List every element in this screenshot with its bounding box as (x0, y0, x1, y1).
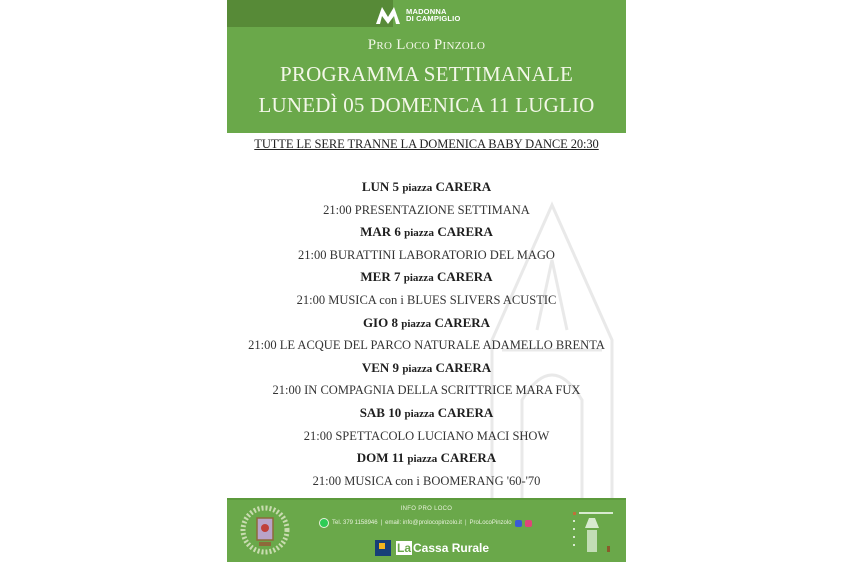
baby-dance-notice: TUTTE LE SERE TRANNE LA DOMENICA BABY DANCE 20:30 (254, 137, 599, 151)
logo-line2: DI CAMPIGLIO (406, 14, 461, 23)
event-poster (227, 0, 626, 562)
program-title: PROGRAMMA SETTIMANALE (280, 62, 573, 86)
header-dark-band (227, 0, 393, 27)
organization-name: Pro Loco Pinzolo (367, 37, 486, 53)
event-description: 21:00 LE ACQUE DEL PARCO NATURALE ADAMELLO BRENTA (248, 338, 605, 353)
facebook-icon[interactable] (515, 520, 522, 527)
instagram-icon[interactable] (525, 520, 532, 527)
footer-divider (227, 498, 626, 500)
bank-name: La Cassa Rurale (397, 541, 490, 555)
madonna-di-campiglio-m-logo-icon (375, 5, 401, 25)
separator: | (380, 520, 383, 526)
poster-footer (227, 498, 626, 562)
event-day-header: SAB 10 piazza CARERA (359, 404, 494, 420)
whatsapp-icon (319, 518, 329, 528)
contact-info (319, 518, 532, 528)
event-day-header: VEN 9 piazza CARERA (361, 359, 492, 375)
poster-header (227, 0, 626, 133)
event-description: 21:00 SPETTACOLO LUCIANO MACI SHOW (303, 428, 550, 443)
phone-number[interactable]: Tel. 379 1158946 (332, 520, 378, 526)
cassa-rurale-logo (375, 540, 489, 556)
madonna-di-campiglio-logo (375, 4, 460, 26)
email-address[interactable]: email: info@prolocopinzolo.it (385, 520, 462, 526)
event-day-header: DOM 11 piazza CARERA (356, 450, 497, 466)
event-description: 21:00 BURATTINI LABORATORIO DEL MAGO (298, 247, 555, 262)
event-day-header: MER 7 piazza CARERA (360, 269, 493, 285)
event-day-header: MAR 6 piazza CARERA (360, 224, 493, 240)
social-handle[interactable]: ProLocoPinzolo (469, 520, 512, 526)
separator: | (464, 520, 467, 526)
event-description: 21:00 MUSICA con i BOOMERANG '60-'70 (312, 473, 541, 488)
info-title: INFO PRO LOCO (400, 506, 453, 512)
event-description: 21:00 MUSICA con i BLUES SLIVERS ACUSTIC (296, 292, 557, 307)
event-day-header: LUN 5 piazza CARERA (361, 179, 492, 194)
event-description: 21:00 PRESENTAZIONE SETTIMANA (323, 202, 530, 217)
logo-text (406, 8, 460, 23)
event-day-header: GIO 8 piazza CARERA (362, 314, 491, 330)
pro-loco-pinzolo-logo-icon (567, 506, 617, 558)
event-list (227, 176, 626, 492)
logo-line1: MADONNA (406, 6, 447, 16)
event-description: 21:00 IN COMPAGNIA DELLA SCRITTRICE MARA FUX (272, 383, 581, 398)
cassa-rurale-square-icon (375, 540, 391, 556)
date-range: LUNEDÌ 05 DOMENICA 11 LUGLIO (258, 93, 595, 117)
